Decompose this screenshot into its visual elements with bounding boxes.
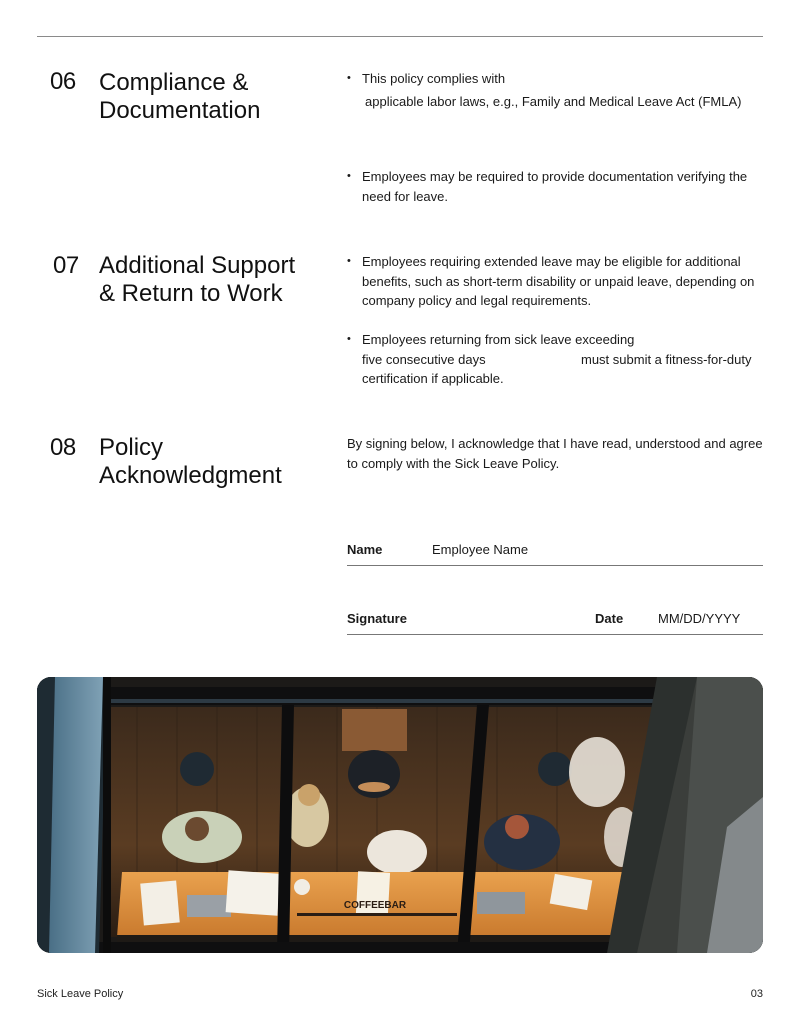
- bullet-text: five consecutive days: [362, 351, 486, 367]
- section-number: 07: [53, 252, 79, 279]
- top-divider: [37, 36, 763, 37]
- section-title-line: Policy: [99, 434, 164, 461]
- section-title: [99, 434, 282, 490]
- name-label: Name: [347, 542, 383, 557]
- section-number: 06: [50, 68, 76, 95]
- bullet-text: must submit a fitness-for-duty: [581, 351, 752, 367]
- photo-illustration: [37, 677, 763, 953]
- section-title: [99, 69, 260, 125]
- date-input[interactable]: MM/DD/YYYY: [658, 611, 741, 626]
- list-item: [347, 252, 767, 311]
- signature-date-row: [347, 611, 763, 635]
- list-item: [347, 69, 767, 111]
- section-title-line: Documentation: [99, 97, 261, 124]
- section-title-line: Compliance &: [99, 69, 249, 96]
- bullet-text: Employees requiring extended leave may be eligible for additional benefits, such as short-term disability or unpaid leave, depending on company policy and legal requirements.: [362, 254, 755, 308]
- section-title-line: Additional Support: [99, 252, 296, 279]
- section-title-line: & Return to Work: [99, 280, 283, 307]
- bullet-text: • Employees returning from sick leave exceeding: [362, 332, 635, 347]
- bullet-text-line: [362, 350, 767, 370]
- bullet-list: [347, 69, 767, 206]
- date-label: Date: [595, 611, 624, 626]
- footer-page-number: 03: [750, 988, 763, 1000]
- list-item: [347, 167, 767, 206]
- bullet-text: certification if applicable.: [362, 371, 504, 386]
- bullet-text: Employees may be required to provide documentation verifying the need for leave.: [362, 169, 748, 204]
- acknowledgment-text: By signing below, I acknowledge that I have read, understood and agree to comply with the Sick Leave Policy.: [347, 436, 763, 471]
- signature-input[interactable]: [417, 611, 587, 633]
- bullet-list: [347, 252, 767, 389]
- coffeebar-sign: COFFEEBAR: [343, 900, 407, 911]
- coffee-bar-photo: [37, 677, 763, 953]
- section-number: 08: [50, 434, 76, 461]
- footer-document-title: Sick Leave Policy: [37, 988, 124, 1000]
- signature-label: Signature: [347, 611, 407, 626]
- bullet-text: • This policy complies with: [362, 71, 506, 86]
- section-title-line: Acknowledgment: [99, 462, 282, 489]
- name-input[interactable]: Employee Name: [432, 542, 529, 557]
- bullet-text: applicable labor laws, e.g., Family and Medical Leave Act (FMLA): [365, 93, 742, 109]
- name-field[interactable]: [347, 542, 763, 566]
- list-item: [347, 330, 767, 389]
- section-title: [99, 252, 295, 308]
